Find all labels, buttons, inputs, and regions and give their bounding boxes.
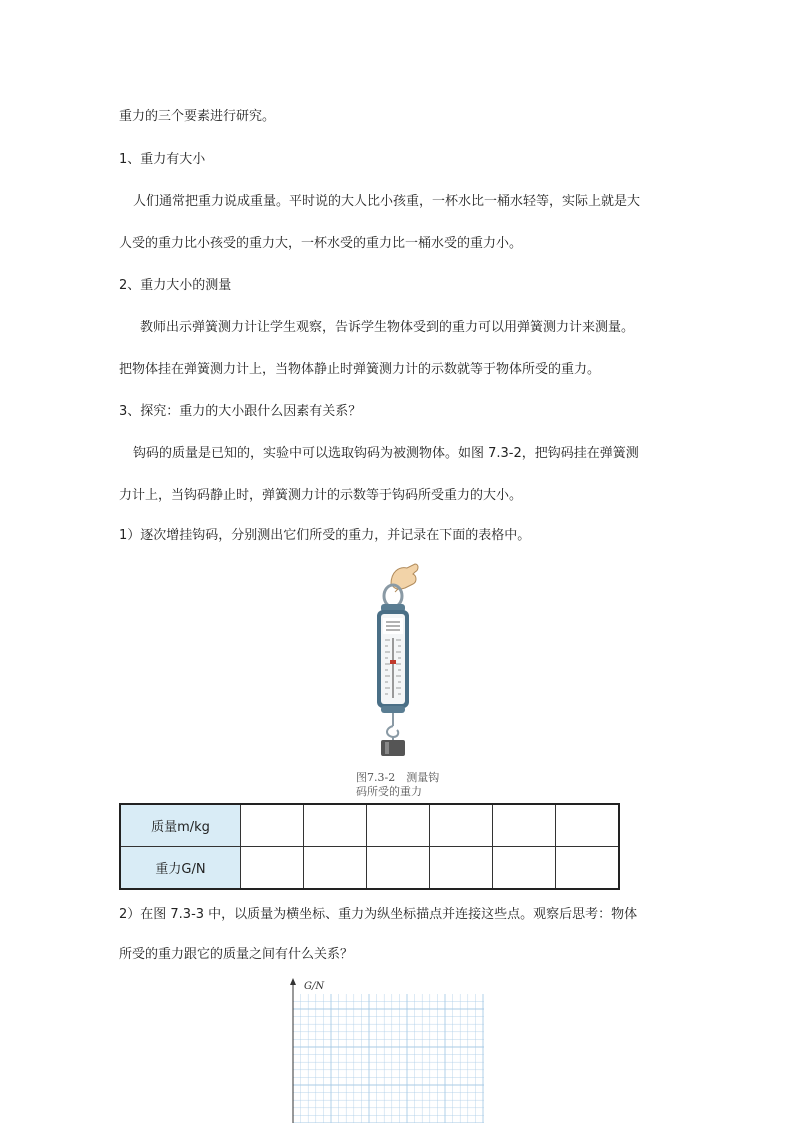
heading-gravity-magnitude: 1、重力有大小: [119, 152, 206, 167]
table-cell: [241, 804, 304, 847]
graph-grid-figure: [280, 976, 490, 1123]
table-cell: [367, 804, 430, 847]
step-2-line1: 2）在图 7.3-3 中，以质量为横坐标、重力为纵坐标描点并连接这些点。观察后思考：物体: [119, 907, 638, 922]
step-2-line2: 所受的重力跟它的质量之间有什么关系？: [119, 947, 354, 962]
table-cell: [493, 847, 556, 890]
figure-caption-line2: 码所受的重力: [356, 785, 422, 798]
heading-explore: 3、探究：重力的大小跟什么因素有关系？: [119, 404, 362, 419]
table-cell: [556, 804, 620, 847]
y-axis-arrow-icon: [290, 978, 296, 985]
table-row-mass: [120, 804, 619, 847]
step-1: 1）逐次增挂钩码，分别测出它们所受的重力，并记录在下面的表格中。: [119, 528, 531, 543]
table-cell: [493, 804, 556, 847]
table-cell: [430, 847, 493, 890]
row-header-weight: 重力G/N: [120, 847, 241, 890]
paragraph-1: 重力的三个要素进行研究。: [119, 109, 276, 124]
paragraph-weight-1: 人们通常把重力说成重量。平时说的大人比小孩重，一杯水比一桶水轻等，实际上就是大: [133, 194, 641, 209]
y-axis-label: G/N: [304, 981, 325, 992]
table-row-weight: [120, 847, 619, 890]
paragraph-hook-2: 力计上，当钩码静止时，弹簧测力计的示数等于钩码所受重力的大小。: [119, 488, 523, 503]
paragraph-hook-1: 钩码的质量是已知的，实验中可以选取钩码为被测物体。如图 7.3-2，把钩码挂在弹簧测: [133, 446, 639, 461]
paragraph-measure-1: 教师出示弹簧测力计让学生观察，告诉学生物体受到的重力可以用弹簧测力计来测量。: [140, 320, 635, 335]
heading-gravity-measurement: 2、重力大小的测量: [119, 278, 232, 293]
table-cell: [430, 804, 493, 847]
paragraph-measure-2: 把物体挂在弹簧测力计上，当物体静止时弹簧测力计的示数就等于物体所受的重力。: [119, 362, 601, 377]
table-cell: [556, 847, 620, 890]
table-cell: [304, 847, 367, 890]
table-cell: [367, 847, 430, 890]
table-cell: [304, 804, 367, 847]
table-cell: [241, 847, 304, 890]
spring-scale-figure: [355, 562, 445, 767]
row-header-mass: 质量m/kg: [120, 804, 241, 847]
figure-caption-line1: 图7.3-2 测量钩: [356, 771, 440, 784]
paragraph-weight-2: 人受的重力比小孩受的重力大，一杯水受的重力比一桶水受的重力小。: [119, 236, 523, 251]
grid-lines: [293, 994, 484, 1123]
record-table: [119, 803, 620, 890]
